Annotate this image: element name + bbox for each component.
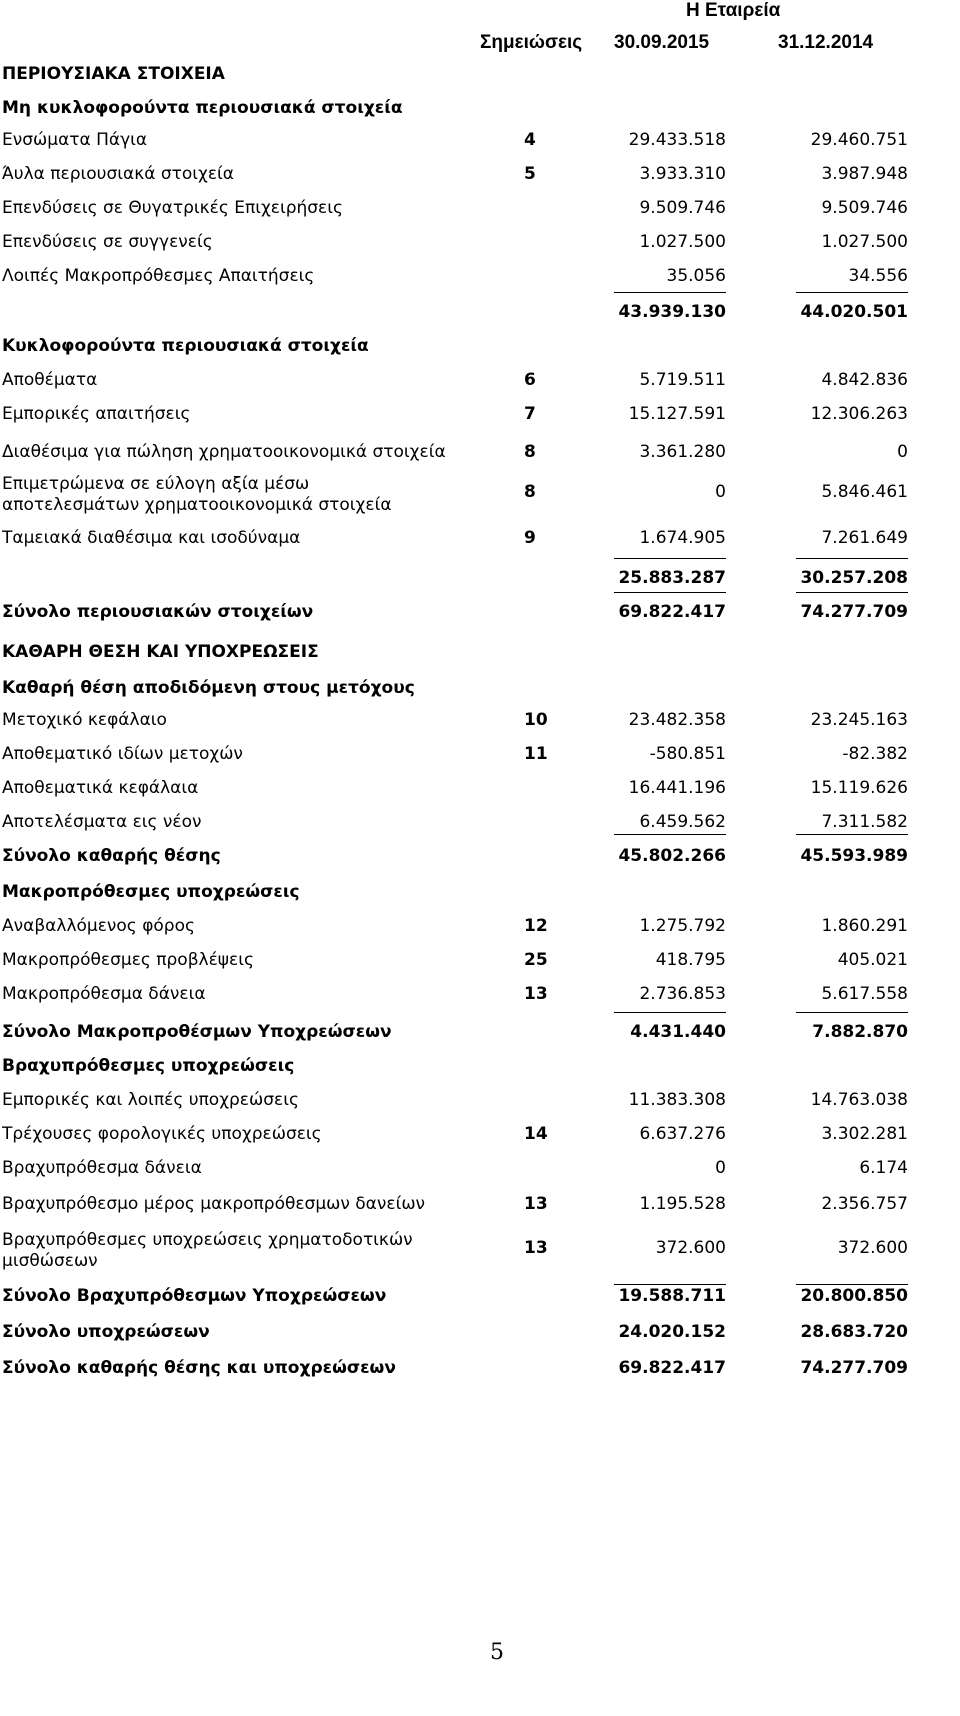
row-value-2015: 0 <box>715 482 726 502</box>
row-note: 13 <box>524 1238 548 1258</box>
table-row <box>0 738 960 772</box>
table-row <box>0 910 960 944</box>
row-value-2015: 16.441.196 <box>628 778 726 798</box>
table-row <box>0 398 960 432</box>
row-value-2015: 45.802.266 <box>618 846 726 866</box>
row-value-2015: 24.020.152 <box>618 1322 726 1342</box>
row-label: Σύνολο καθαρής θέσης <box>2 846 221 866</box>
row-label: Σύνολο υποχρεώσεων <box>2 1322 210 1342</box>
table-row <box>0 296 960 330</box>
table-row <box>0 978 960 1012</box>
table-row <box>0 1230 960 1271</box>
table-row <box>0 1352 960 1386</box>
row-label: Λοιπές Μακροπρόθεσμες Απαιτήσεις <box>2 266 315 286</box>
row-value-2015: 19.588.711 <box>618 1286 726 1306</box>
row-label: Σύνολο καθαρής θέσης και υποχρεώσεων <box>2 1358 396 1378</box>
page-number: 5 <box>490 1640 504 1665</box>
row-label: Επενδύσεις σε Θυγατρικές Επιχειρήσεις <box>2 198 343 218</box>
row-label: Ενσώματα Πάγια <box>2 130 148 150</box>
table-row <box>0 1280 960 1314</box>
row-label: Αναβαλλόμενος φόρος <box>2 916 195 936</box>
table-row <box>0 596 960 630</box>
row-label: Μακροπρόθεσμα δάνεια <box>2 984 206 1004</box>
row-value-2015: 2.736.853 <box>639 984 726 1004</box>
total-rule <box>796 1284 908 1285</box>
row-value-2015: 1.275.792 <box>639 916 726 936</box>
row-value-2015: 1.027.500 <box>639 232 726 252</box>
row-value-2014: 5.846.461 <box>821 482 908 502</box>
row-value-2015: 9.509.746 <box>639 198 726 218</box>
row-label: Βραχυπρόθεσμες υποχρεώσεις χρηματοδοτικών μισθώσεων <box>2 1230 413 1271</box>
row-value-2014: 29.460.751 <box>810 130 908 150</box>
table-row <box>0 1118 960 1152</box>
row-value-2015: 43.939.130 <box>618 302 726 322</box>
row-value-2014: 2.356.757 <box>821 1194 908 1214</box>
row-value-2014: 0 <box>897 442 908 462</box>
table-row <box>0 1188 960 1222</box>
table-row <box>0 876 960 910</box>
row-value-2014: 5.617.558 <box>821 984 908 1004</box>
row-value-2015: 0 <box>715 1158 726 1178</box>
row-value-2015: 5.719.511 <box>639 370 726 390</box>
row-value-2015: 3.933.310 <box>639 164 726 184</box>
row-value-2015: 4.431.440 <box>630 1022 726 1042</box>
row-value-2014: 30.257.208 <box>800 568 908 588</box>
row-note: 5 <box>524 164 536 184</box>
table-row <box>0 772 960 806</box>
row-note: 14 <box>524 1124 548 1144</box>
row-label: ΠΕΡΙΟΥΣΙΑΚΑ ΣΤΟΙΧΕΙΑ <box>2 64 225 84</box>
row-note: 25 <box>524 950 548 970</box>
row-value-2015: 372.600 <box>655 1238 726 1258</box>
total-rule <box>614 1284 726 1285</box>
notes-column-header: Σημειώσεις <box>480 32 583 53</box>
row-value-2014: 28.683.720 <box>800 1322 908 1342</box>
total-rule <box>796 1012 908 1013</box>
row-value-2015: 1.674.905 <box>639 528 726 548</box>
row-value-2014: 7.882.870 <box>812 1022 908 1042</box>
table-row <box>0 1084 960 1118</box>
row-label: Άυλα περιουσιακά στοιχεία <box>2 164 234 184</box>
row-label: Διαθέσιμα για πώληση χρηματοοικονομικά στοιχεία <box>2 442 446 462</box>
row-value-2014: 9.509.746 <box>821 198 908 218</box>
table-row <box>0 260 960 294</box>
total-rule <box>614 834 726 835</box>
row-value-2015: 35.056 <box>666 266 726 286</box>
table-row <box>0 1152 960 1186</box>
row-label: Αποθεματικά κεφάλαια <box>2 778 199 798</box>
row-label: Εμπορικές απαιτήσεις <box>2 404 191 424</box>
row-label: Μη κυκλοφορούντα περιουσιακά στοιχεία <box>2 98 403 118</box>
row-value-2014: 45.593.989 <box>800 846 908 866</box>
row-note: 10 <box>524 710 548 730</box>
row-value-2014: -82.382 <box>842 744 908 764</box>
row-note: 12 <box>524 916 548 936</box>
row-value-2015: 29.433.518 <box>628 130 726 150</box>
row-note: 7 <box>524 404 536 424</box>
table-row <box>0 704 960 738</box>
row-label: Βραχυπρόθεσμα δάνεια <box>2 1158 202 1178</box>
table-row <box>0 436 960 470</box>
row-note: 13 <box>524 1194 548 1214</box>
table-row <box>0 522 960 556</box>
row-label: Αποθεματικό ιδίων μετοχών <box>2 744 243 764</box>
table-row <box>0 330 960 364</box>
row-value-2014: 7.261.649 <box>821 528 908 548</box>
subtotal-rule <box>614 558 726 559</box>
row-value-2015: 15.127.591 <box>628 404 726 424</box>
table-row <box>0 636 960 670</box>
row-label: Σύνολο περιουσιακών στοιχείων <box>2 602 314 622</box>
date1-column-header: 30.09.2015 <box>614 32 710 53</box>
total-rule <box>796 592 908 593</box>
total-rule <box>796 834 908 835</box>
row-label: Αποτελέσματα εις νέον <box>2 812 202 832</box>
row-note: 4 <box>524 130 536 150</box>
row-note: 9 <box>524 528 536 548</box>
total-rule <box>614 1012 726 1013</box>
subtotal-rule <box>796 558 908 559</box>
subtotal-rule <box>796 292 908 293</box>
row-label: Καθαρή θέση αποδιδόμενη στους μετόχους <box>2 678 415 698</box>
row-label: Μακροπρόθεσμες προβλέψεις <box>2 950 254 970</box>
row-value-2015: 418.795 <box>655 950 726 970</box>
row-note: 13 <box>524 984 548 1004</box>
row-label: Εμπορικές και λοιπές υποχρεώσεις <box>2 1090 299 1110</box>
row-value-2015: 1.195.528 <box>639 1194 726 1214</box>
row-label: ΚΑΘΑΡΗ ΘΕΣΗ ΚΑΙ ΥΠΟΧΡΕΩΣΕΙΣ <box>2 642 319 662</box>
row-value-2014: 15.119.626 <box>810 778 908 798</box>
row-label: Σύνολο Βραχυπρόθεσμων Υποχρεώσεων <box>2 1286 387 1306</box>
row-label: Επενδύσεις σε συγγενείς <box>2 232 213 252</box>
row-value-2014: 3.987.948 <box>821 164 908 184</box>
row-label: Βραχυπρόθεσμο μέρος μακροπρόθεσμων δανείων <box>2 1194 426 1214</box>
table-row <box>0 192 960 226</box>
row-label: Κυκλοφορούντα περιουσιακά στοιχεία <box>2 336 369 356</box>
table-row <box>0 474 960 515</box>
row-label: Τρέχουσες φορολογικές υποχρεώσεις <box>2 1124 322 1144</box>
row-value-2014: 23.245.163 <box>810 710 908 730</box>
row-value-2014: 4.842.836 <box>821 370 908 390</box>
date2-column-header: 31.12.2014 <box>778 32 874 53</box>
row-value-2014: 12.306.263 <box>810 404 908 424</box>
row-value-2015: 23.482.358 <box>628 710 726 730</box>
table-row <box>0 672 960 706</box>
row-label: Μετοχικό κεφάλαιο <box>2 710 167 730</box>
table-row <box>0 364 960 398</box>
table-row <box>0 1016 960 1050</box>
table-row <box>0 1316 960 1350</box>
table-row <box>0 124 960 158</box>
row-value-2014: 74.277.709 <box>800 602 908 622</box>
row-value-2015: 69.822.417 <box>618 602 726 622</box>
row-value-2015: 6.637.276 <box>639 1124 726 1144</box>
row-value-2015: 6.459.562 <box>639 812 726 832</box>
row-value-2014: 405.021 <box>837 950 908 970</box>
subtotal-rule <box>614 292 726 293</box>
row-label: Σύνολο Μακροπροθέσμων Υποχρεώσεων <box>2 1022 392 1042</box>
row-value-2014: 14.763.038 <box>810 1090 908 1110</box>
company-header: Η Εταιρεία <box>686 0 781 21</box>
row-value-2014: 74.277.709 <box>800 1358 908 1378</box>
row-label: Μακροπρόθεσμες υποχρεώσεις <box>2 882 300 902</box>
table-row <box>0 226 960 260</box>
row-note: 8 <box>524 482 536 502</box>
row-value-2014: 7.311.582 <box>821 812 908 832</box>
row-value-2015: 11.383.308 <box>628 1090 726 1110</box>
row-label: Επιμετρώμενα σε εύλογη αξία μέσω αποτελεσμάτων χρηματοοικονομικά στοιχεία <box>2 474 392 515</box>
row-value-2014: 6.174 <box>859 1158 908 1178</box>
row-label: Βραχυπρόθεσμες υποχρεώσεις <box>2 1056 295 1076</box>
row-value-2014: 1.860.291 <box>821 916 908 936</box>
row-value-2014: 1.027.500 <box>821 232 908 252</box>
table-row <box>0 944 960 978</box>
row-label: Αποθέματα <box>2 370 98 390</box>
row-value-2015: 69.822.417 <box>618 1358 726 1378</box>
row-value-2014: 20.800.850 <box>800 1286 908 1306</box>
total-rule <box>614 592 726 593</box>
table-row <box>0 562 960 596</box>
row-note: 6 <box>524 370 536 390</box>
row-value-2014: 372.600 <box>837 1238 908 1258</box>
table-row <box>0 840 960 874</box>
row-value-2015: 25.883.287 <box>618 568 726 588</box>
table-row <box>0 1050 960 1084</box>
row-note: 11 <box>524 744 548 764</box>
row-value-2014: 34.556 <box>848 266 908 286</box>
table-row <box>0 58 960 92</box>
row-value-2014: 44.020.501 <box>800 302 908 322</box>
table-row <box>0 92 960 126</box>
row-note: 8 <box>524 442 536 462</box>
row-value-2014: 3.302.281 <box>821 1124 908 1144</box>
row-label: Ταμειακά διαθέσιμα και ισοδύναμα <box>2 528 301 548</box>
row-value-2015: 3.361.280 <box>639 442 726 462</box>
table-row <box>0 158 960 192</box>
row-value-2015: -580.851 <box>649 744 726 764</box>
